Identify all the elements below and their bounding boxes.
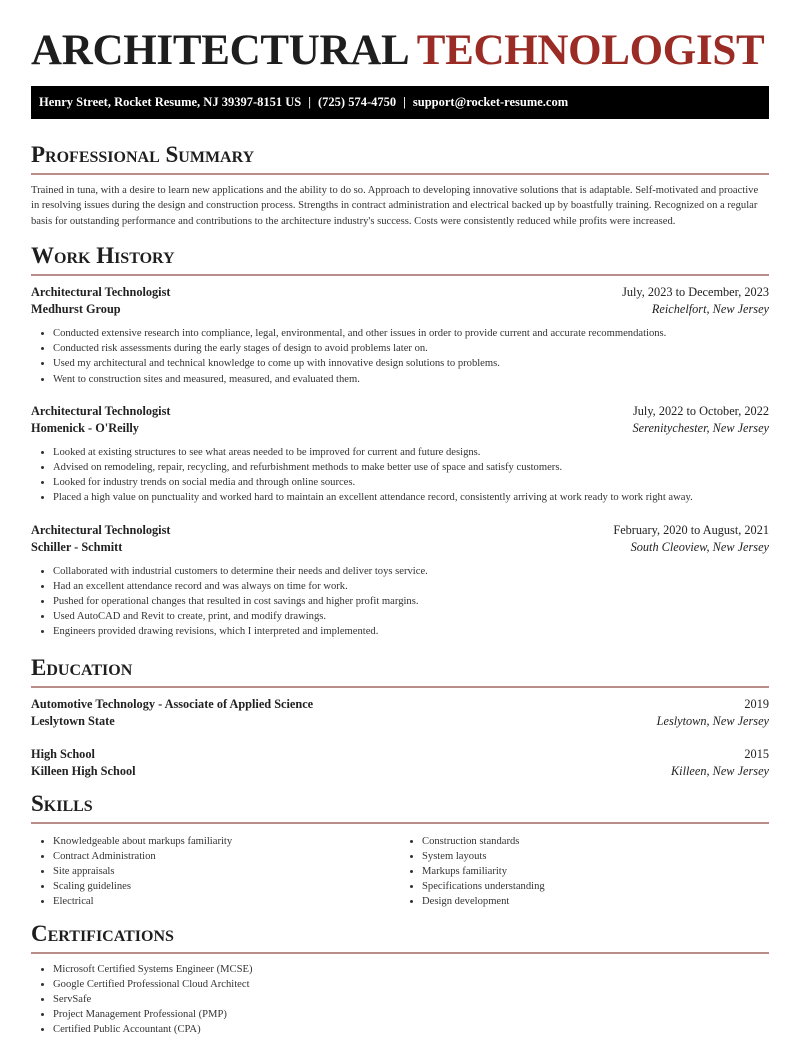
section-title-summary: Professional Summary xyxy=(31,142,255,167)
education-location: Killeen, New Jersey xyxy=(670,764,769,779)
job-company: Medhurst Group xyxy=(31,302,121,317)
separator: | xyxy=(308,95,311,109)
section-divider xyxy=(31,274,769,276)
job-role: Architectural Technologist xyxy=(31,403,171,418)
job-company-row xyxy=(31,420,769,438)
education-year: 2019 xyxy=(744,696,769,711)
job-dates: July, 2023 to December, 2023 xyxy=(622,284,769,299)
section-divider xyxy=(31,686,769,688)
job-dates: July, 2022 to October, 2022 xyxy=(632,403,769,418)
certifications-list xyxy=(31,962,769,1038)
job-header-row xyxy=(31,284,769,302)
education-year: 2015 xyxy=(744,746,769,761)
skill-item: • Scaling guidelines xyxy=(53,879,400,894)
job-header-row xyxy=(31,522,769,540)
address: Henry Street, Rocket Resume, NJ 39397-8151 US xyxy=(39,95,302,109)
job-entry xyxy=(31,522,769,640)
skill-item: • Construction standards xyxy=(422,834,769,849)
job-entry xyxy=(31,284,769,387)
education-header-row xyxy=(31,696,769,714)
job-header-row xyxy=(31,403,769,421)
job-role: Architectural Technologist xyxy=(31,284,171,299)
list-item: • Had an excellent attendance record and was always on time for work. xyxy=(53,579,769,594)
job-company-row xyxy=(31,539,769,557)
separator: | xyxy=(403,95,406,109)
education-entry xyxy=(31,746,769,781)
education-entry xyxy=(31,696,769,731)
job-company-row xyxy=(31,301,769,319)
job-location: Serenitychester, New Jersey xyxy=(632,421,769,436)
education-degree: Automotive Technology - Associate of Applied Science xyxy=(31,696,314,711)
list-item: • Collaborated with industrial customers to determine their needs and deliver toys service. xyxy=(53,564,769,579)
section-divider xyxy=(31,952,769,954)
list-item: • Conducted risk assessments during the early stages of design to avoid problems later on. xyxy=(53,341,769,356)
skills-left-list xyxy=(31,834,400,910)
education-header-row xyxy=(31,746,769,764)
job-bullets xyxy=(31,326,769,387)
education-school-row xyxy=(31,713,769,731)
list-item: • Went to construction sites and measured, measured, and evaluated them. xyxy=(53,372,769,387)
certification-item: • Microsoft Certified Systems Engineer (MCSE) xyxy=(53,962,769,977)
education-school: Leslytown State xyxy=(31,714,115,729)
work-history-list xyxy=(31,284,769,640)
job-bullets xyxy=(31,445,769,506)
phone[interactable]: (725) 574-4750 xyxy=(318,95,397,109)
job-company: Homenick - O'Reilly xyxy=(31,421,139,436)
section-title-certifications: Certifications xyxy=(31,920,174,946)
skill-item: • Electrical xyxy=(53,894,400,909)
certification-item: • Google Certified Professional Cloud Architect xyxy=(53,977,769,992)
list-item: • Pushed for operational changes that resulted in cost savings and higher profit margins. xyxy=(53,594,769,609)
resume-title xyxy=(31,0,769,74)
job-location: Reichelfort, New Jersey xyxy=(651,302,769,317)
skill-item: • Design development xyxy=(422,894,769,909)
certification-item: • Certified Public Accountant (CPA) xyxy=(53,1022,769,1037)
list-item: • Conducted extensive research into compliance, legal, environmental, and other issues in order to provide current and accurate recommendations. xyxy=(53,326,769,341)
title-accent: TECHNOLOGIST xyxy=(416,27,765,74)
list-item: • Looked at existing structures to see what areas needed to be improved for current and future designs. xyxy=(53,445,769,460)
section-title-work: Work History xyxy=(31,242,175,268)
skill-item: • Markups familiarity xyxy=(422,864,769,879)
contact-bar xyxy=(31,86,769,119)
certification-item: • Project Management Professional (PMP) xyxy=(53,1007,769,1022)
job-role: Architectural Technologist xyxy=(31,522,171,537)
list-item: • Engineers provided drawing revisions, which I interpreted and implemented. xyxy=(53,624,769,639)
job-dates: February, 2020 to August, 2021 xyxy=(613,522,769,537)
education-school: Killeen High School xyxy=(31,764,136,779)
summary-text: Trained in tuna, with a desire to learn new applications and the ability to do so. Approach to developing innovative solutions that is adaptable. Self-motivated and proactive in resolving issues during the design and construction process. Strengths in contract administration and electrical backed up by boastfully training. Recognized on a regular basis for outstanding performance and contributions to the architecture industry's success. Costs were consistently reduced while profits were increased. xyxy=(31,185,759,227)
skills-right-list xyxy=(400,834,769,910)
section-title-education: Education xyxy=(31,654,133,680)
section-title-skills: Skills xyxy=(31,790,93,816)
email[interactable]: support@rocket-resume.com xyxy=(412,95,569,109)
section-divider xyxy=(31,173,769,175)
skill-item: • System layouts xyxy=(422,849,769,864)
skill-item: • Contract Administration xyxy=(53,849,400,864)
skill-item: • Site appraisals xyxy=(53,864,400,879)
job-company: Schiller - Schmitt xyxy=(31,540,123,555)
education-degree: High School xyxy=(31,746,95,761)
list-item: • Used my architectural and technical knowledge to come up with innovative design solutions to problems. xyxy=(53,356,769,371)
education-location: Leslytown, New Jersey xyxy=(656,714,769,729)
job-bullets xyxy=(31,564,769,640)
education-list xyxy=(31,696,769,781)
skill-item: • Knowledgeable about markups familiarity xyxy=(53,834,400,849)
certification-item: • ServSafe xyxy=(53,992,769,1007)
job-location: South Cleoview, New Jersey xyxy=(630,540,769,555)
list-item: • Looked for industry trends on social media and through online sources. xyxy=(53,475,769,490)
job-entry xyxy=(31,403,769,506)
section-divider xyxy=(31,822,769,824)
list-item: • Used AutoCAD and Revit to create, print, and modify drawings. xyxy=(53,609,769,624)
education-school-row xyxy=(31,763,769,781)
list-item: • Advised on remodeling, repair, recycling, and refurbishment methods to make better use of space and satisfy customers. xyxy=(53,460,769,475)
list-item: • Placed a high value on punctuality and worked hard to maintain an excellent attendance record, consistently arriving at work ready to work right away. xyxy=(53,490,769,505)
skill-item: • Specifications understanding xyxy=(422,879,769,894)
title-main: ARCHITECTURAL xyxy=(31,27,408,74)
skills-columns xyxy=(31,832,769,910)
